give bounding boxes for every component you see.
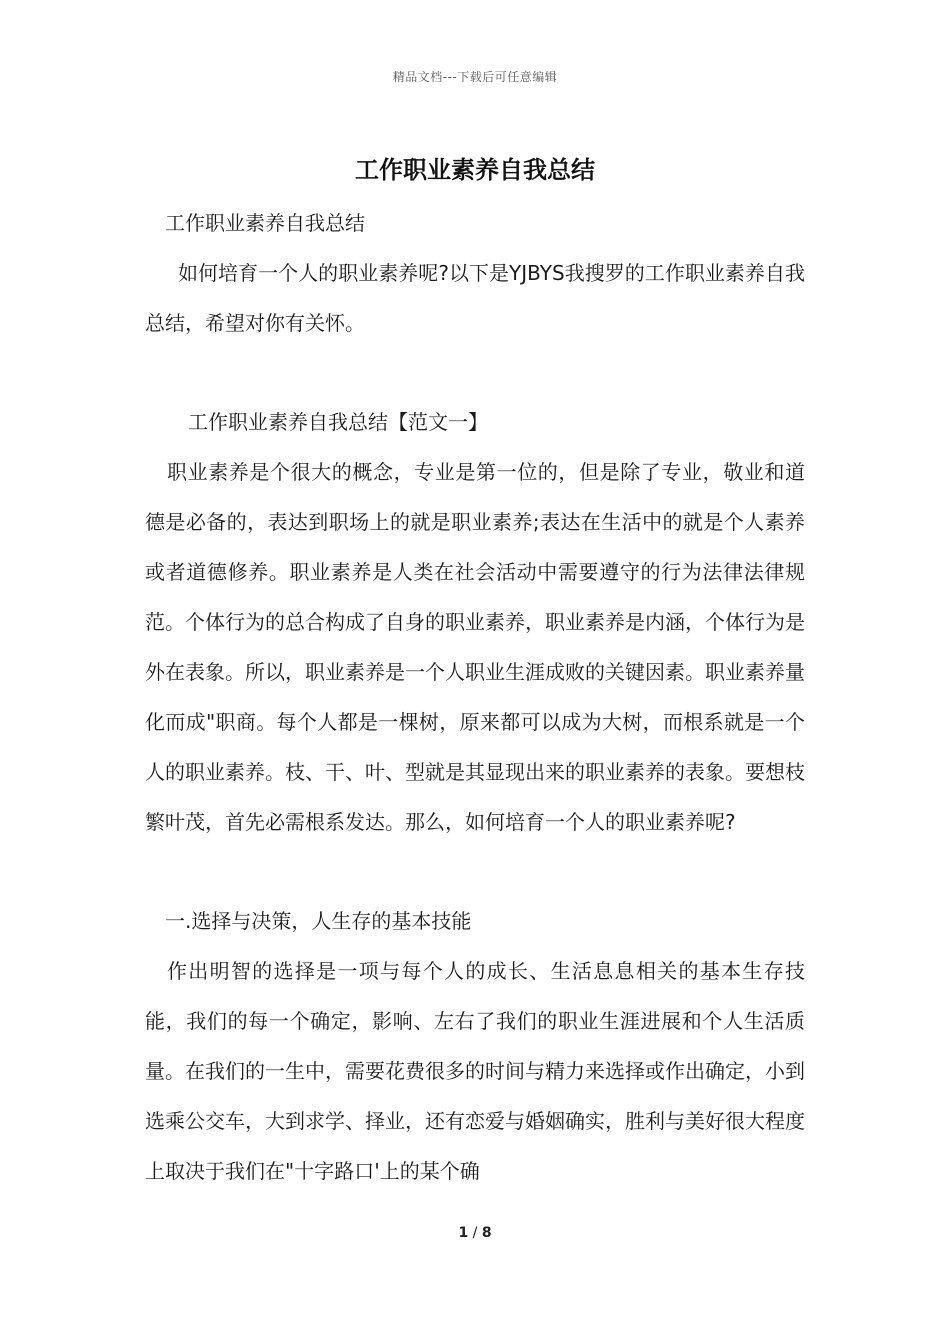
total-page-number: 8	[481, 1225, 492, 1241]
body-paragraph-2: 作出明智的选择是一项与每个人的成长、生活息息相关的基本生存技能，我们的每一个确定，影响、左右了我们的职业生涯进展和个人生活质量。在我们的一生中，需要花费很多的时间与精力来选择或作出确定，小到选乘公交车，大到求学、择业，还有恋爱与婚姻确实，胜利与美好很大程度上取决于我们在"十字路口'上的某个确	[145, 959, 805, 1183]
body-paragraph-1: 职业素养是个很大的概念，专业是第一位的，但是除了专业，敬业和道德是必备的，表达到职场上的就是职业素养;表达在生活中的就是个人素养或者道德修养。职业素养是人类在社会活动中需要遵守的行为法律法律规范。个体行为的总合构成了自身的职业素养，职业素养是内涵，个体行为是外在表象。所以，职业素养是一个人职业生涯成败的关键因素。职业素养量化而成"职商。每个人都是一棵树，原来都可以成为大树，而根系就是一个人的职业素养。枝、干、叶、型就是其显现出来的职业素养的表象。要想枝繁叶茂，首先必需根系发达。那么，如何培育一个人的职业素养呢?	[145, 460, 805, 834]
page-footer	[0, 1225, 950, 1241]
intro-paragraph: 如何培育一个人的职业素养呢?以下是YJBYS我搜罗的工作职业素养自我总结，希望对你有关怀。	[145, 261, 805, 335]
document-subtitle: 工作职业素养自我总结	[165, 211, 365, 235]
document-title: 工作职业素养自我总结	[355, 156, 595, 184]
section-heading: 工作职业素养自我总结【范文一】	[188, 410, 488, 434]
subheading-1: 一.选择与决策，人生存的基本技能	[165, 909, 472, 933]
current-page-number: 1	[458, 1225, 469, 1241]
page-separator: /	[472, 1225, 478, 1241]
page-header: 精品文档---下载后可任意编辑	[392, 70, 558, 84]
